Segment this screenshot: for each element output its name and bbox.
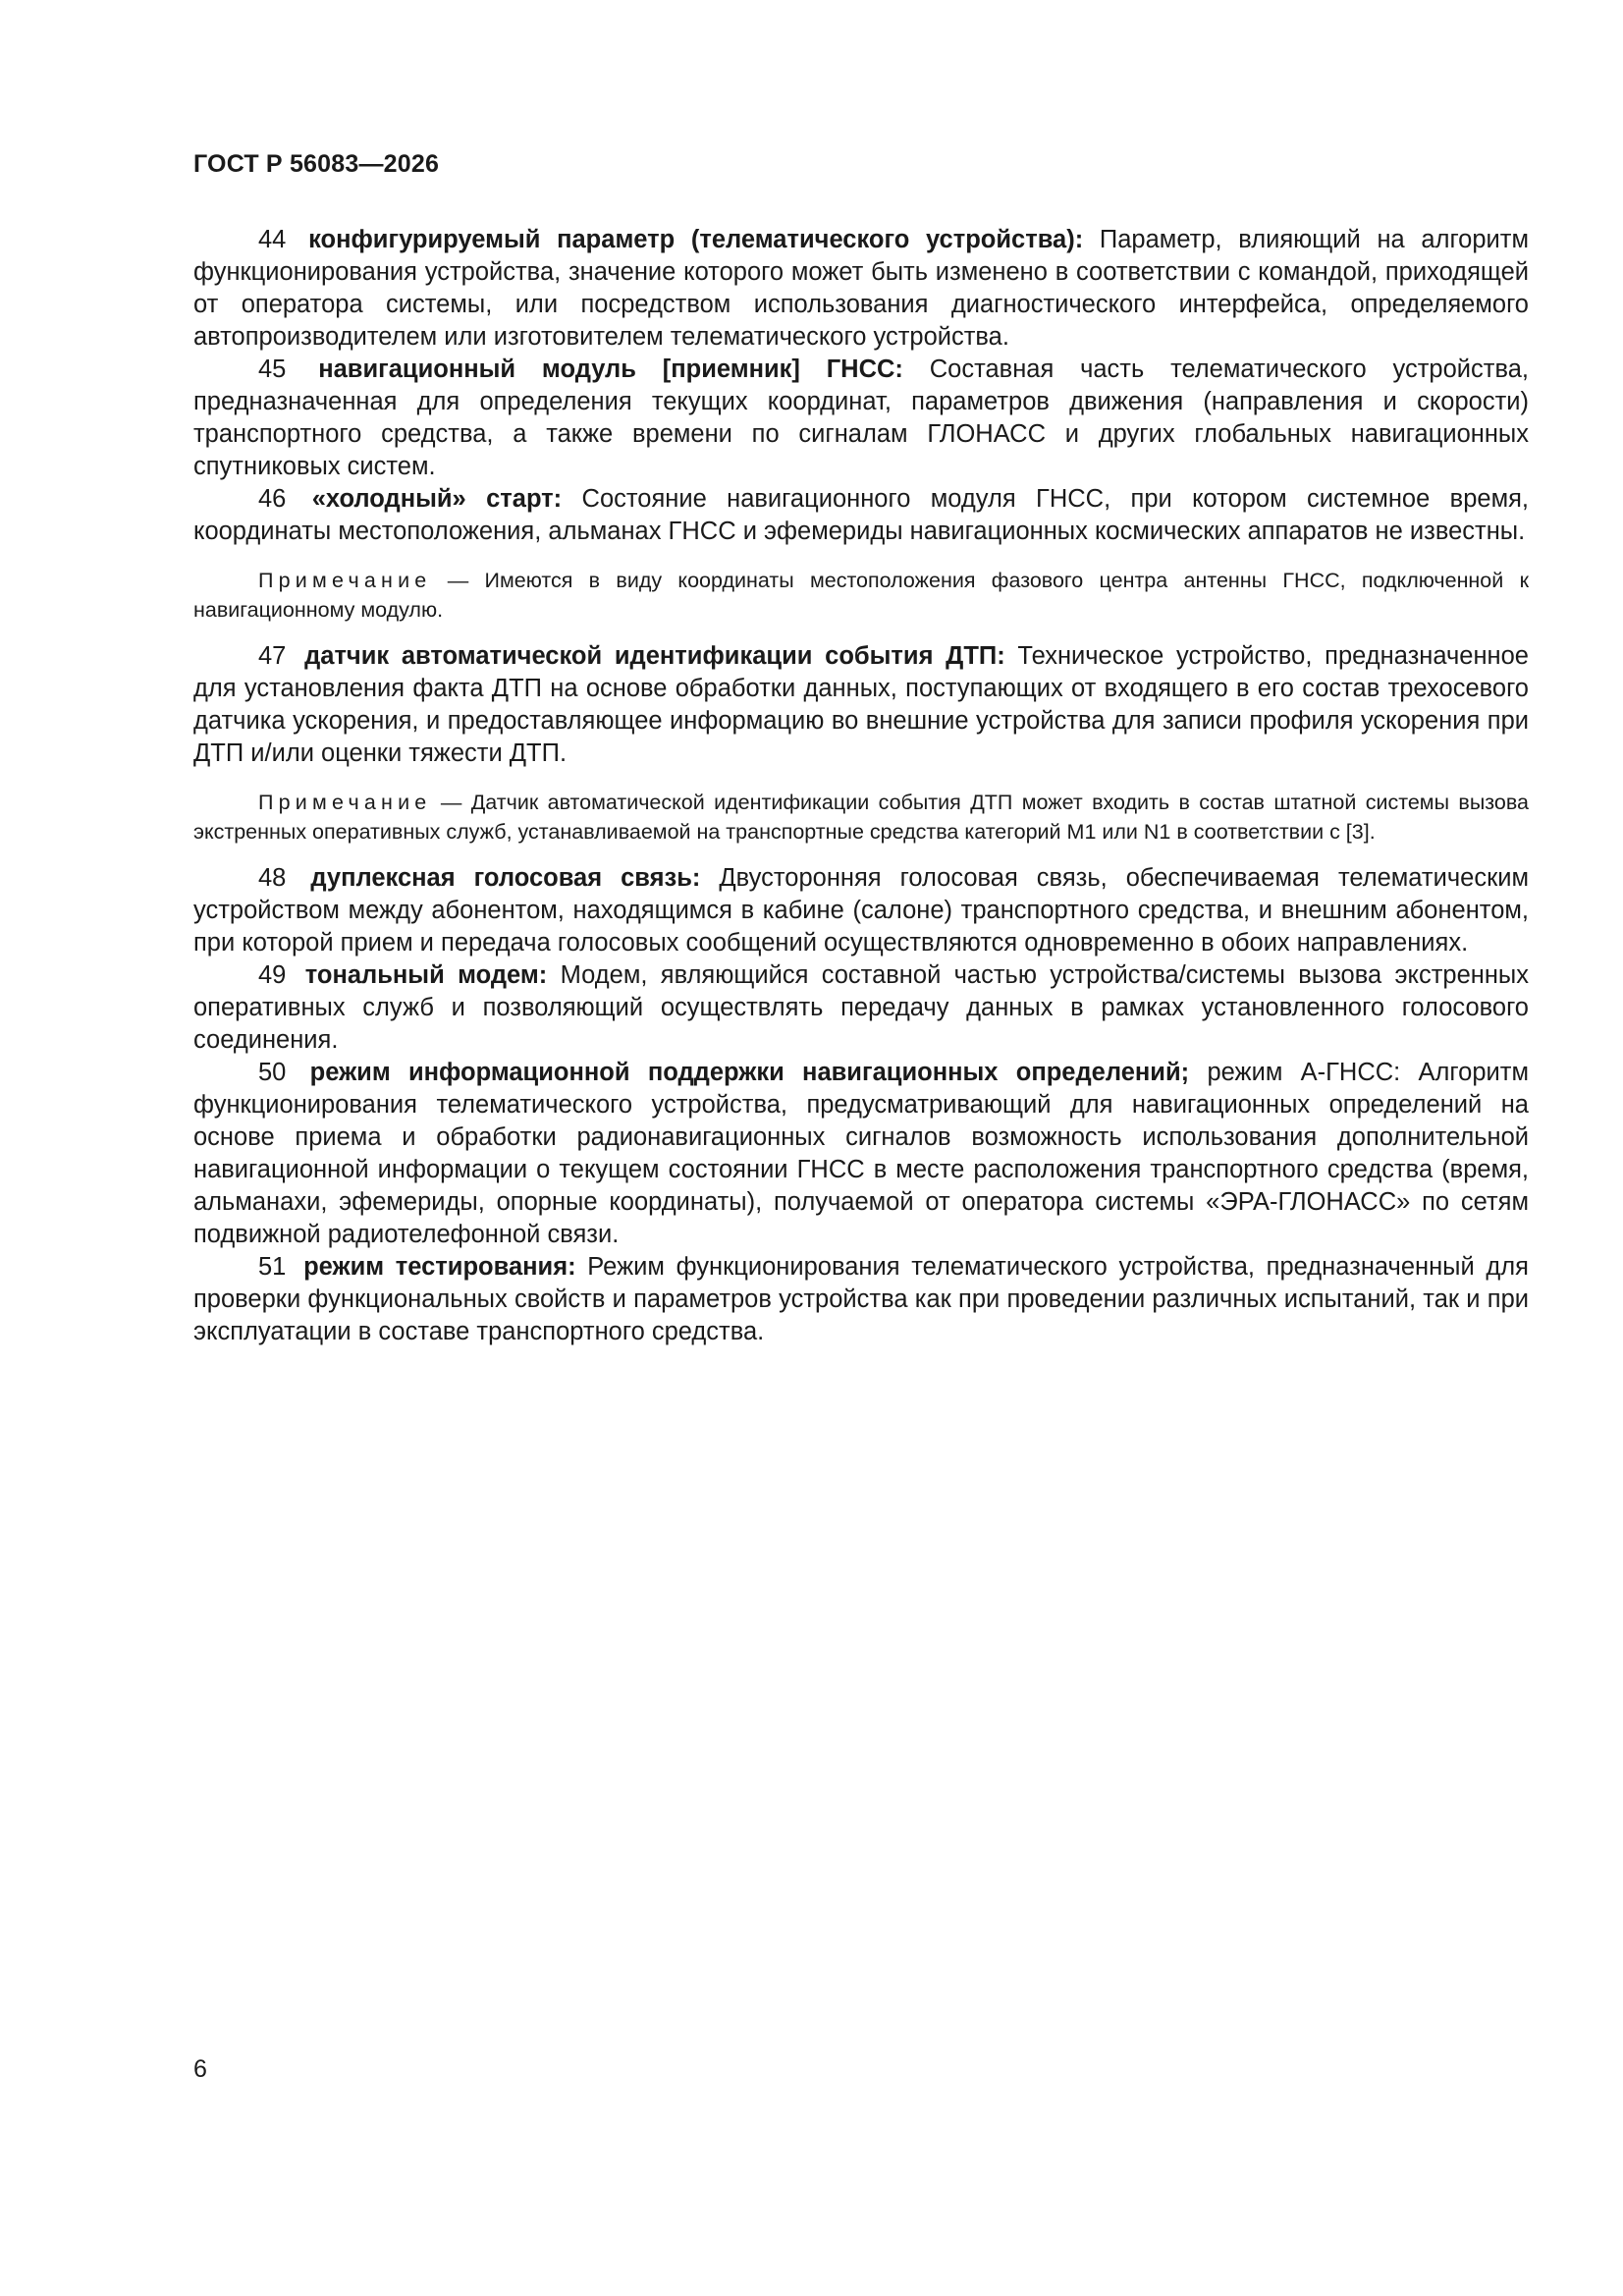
term-number: 47	[258, 642, 287, 670]
term-definition: Режим функционирования телематического устройства, предназначенный для проверки функциональных свойств и параметров устройства как при проведении различных испытаний, так и при эксплуатации в составе транспортного средства.	[193, 1253, 1529, 1345]
term-definition: Состояние навигационного модуля ГНСС, при котором системное время, координаты местоположения, альманах ГНСС и эфемериды навигационных космических аппаратов не известны.	[193, 485, 1529, 545]
term-definition: Параметр, влияющий на алгоритм функционирования устройства, значение которого может быть изменено в соответствии с командой, приходящей от оператора системы, или посредством использования диагностического интерфейса, определяемого автопроизводителем или изготовителем телематического устройства.	[193, 226, 1530, 351]
term-definition: Двусторонняя голосовая связь, обеспечиваемая телематическим устройством между абонентом, находящимся в кабине (салоне) транспортного средства, и внешним абонентом, при которой прием и передача голосовых сообщений осуществляются одновременно в обоих направлениях.	[193, 864, 1529, 957]
term-number: 49	[258, 961, 287, 989]
term-definition: режим А-ГНСС: Алгоритм функционирования телематического устройства, предусматривающий для навигационных определений на основе приема и обработки радионавигационных сигналов возможность использования дополнительной навигационной информации о текущем состоянии ГНСС в месте расположения транспортного средства (время, альманахи, эфемериды, опорные координаты), получаемой от оператора системы «ЭРА-ГЛОНАСС» по сетям подвижной радиотелефонной связи.	[193, 1059, 1529, 1248]
note-47	[193, 788, 1529, 847]
term-entry-50	[193, 1057, 1529, 1251]
document-header: ГОСТ Р 56083—2026	[193, 150, 440, 178]
term-definition: Составная часть телематического устройства, предназначенная для определения текущих координат, параметров движения (направления и скорости) транспортного средства, а также времени по сигналам ГЛОНАСС и других глобальных навигационных спутниковых систем.	[193, 355, 1529, 480]
term-number: 45	[258, 355, 287, 383]
note-label: Примечание	[258, 569, 432, 592]
term-name: конфигурируемый параметр (телематического устройства):	[308, 226, 1084, 253]
term-definition: Модем, являющийся составной частью устройства/системы вызова экстренных оперативных служб и позволяющий осуществлять передачу данных в рамках установленного голосового соединения.	[193, 961, 1529, 1054]
term-definition: Техническое устройство, предназначенное для установления факта ДТП на основе обработки данных, поступающих от входящего в его состав трехосевого датчика ускорения, и предоставляющее информацию во внешние устройства для записи профиля ускорения при ДТП и/или оценки тяжести ДТП.	[193, 642, 1529, 767]
term-name: дуплексная голосовая связь:	[310, 864, 701, 892]
term-name: навигационный модуль [приемник] ГНСС:	[318, 355, 903, 383]
term-entry-45	[193, 354, 1529, 483]
term-entry-51	[193, 1251, 1529, 1348]
term-entry-49	[193, 959, 1529, 1057]
term-number: 44	[258, 226, 287, 253]
note-46	[193, 566, 1529, 625]
term-entry-46	[193, 483, 1529, 548]
term-name: режим тестирования:	[303, 1253, 576, 1281]
term-name: режим информационной поддержки навигационных определений;	[309, 1059, 1190, 1086]
term-entry-44	[193, 224, 1529, 354]
term-number: 48	[258, 864, 287, 892]
term-number: 46	[258, 485, 287, 513]
note-text: — Датчик автоматической идентификации события ДТП может входить в состав штатной системы вызова экстренных оперативных служб, устанавливаемой на транспортные средства категорий М1 или N1 в соответствии с [3].	[193, 791, 1529, 844]
document-body	[193, 224, 1529, 1348]
note-label: Примечание	[258, 791, 432, 814]
term-number: 50	[258, 1059, 287, 1086]
term-name: датчик автоматической идентификации события ДТП:	[304, 642, 1005, 670]
note-text: — Имеются в виду координаты местоположения фазового центра антенны ГНСС, подключенной к навигационному модулю.	[193, 569, 1529, 622]
term-name: тональный модем:	[304, 961, 548, 989]
term-entry-47	[193, 640, 1529, 770]
term-entry-48	[193, 862, 1529, 959]
term-name: «холодный» старт:	[311, 485, 563, 513]
term-number: 51	[258, 1253, 287, 1281]
page-number: 6	[193, 2055, 207, 2083]
